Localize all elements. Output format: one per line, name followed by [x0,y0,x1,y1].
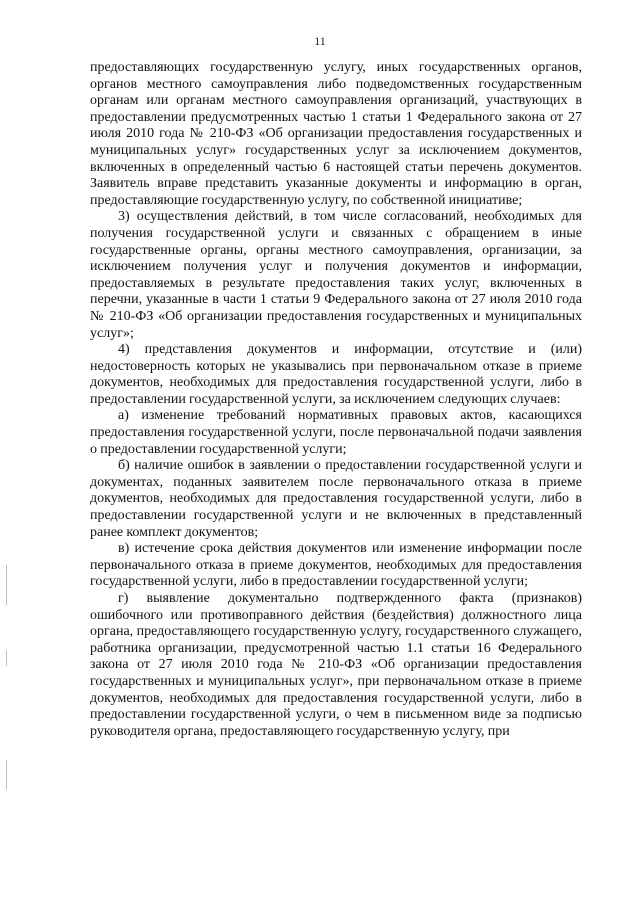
scan-edge-mark [6,760,7,790]
scan-edge-mark [6,565,7,605]
paragraph-subitem-v: в) истечение срока действия документов или изменение информации после первоначального отказа в приеме документов, необходимых для предоставления государственной услуги, либо в предоставлении государственной услуги; [90,541,582,590]
paragraph-subitem-b: б) наличие ошибок в заявлении о предоставлении государственной услуги и документах, поданных заявителем после первоначального отказа в приеме документов, необходимых для предоставления государственной услуги, либо в предоставлении государственной услуги и не включенных в представленный ранее комплект документов; [90,458,582,540]
paragraph-continuation: предоставляющих государственную услугу, иных государственных органов, органов местного самоуправления либо подведомственных государственным органам или органам местного самоуправления организаций, участвующих в предоставлении предусмотренных частью 1 статьи 1 Федерального закона от 27 июля 2010 года № 210-ФЗ «Об организации предоставления государственных и муниципальных услуг» государственных услуг за исключением документов, включенных в определенный частью 6 настоящей статьи перечень документов. Заявитель вправе представить указанные документы и информацию в орган, предоставляющие государственную услугу, по собственной инициативе; [90,60,582,208]
paragraph-item-4: 4) представления документов и информации, отсутствие и (или) недостоверность которых не указывались при первоначальном отказе в приеме документов, необходимых для предоставления государственной услуги, либо в предоставлении государственной услуги, за исключением следующих случаев: [90,342,582,407]
document-text-body [90,60,582,740]
paragraph-item-3: 3) осуществления действий, в том числе согласований, необходимых для получения государственной услуги и связанных с обращением в иные государственные органы, органы местного самоуправления, организации, за исключением получения услуг и получения документов и информации, предоставляемых в результате предоставления таких услуг, включенных в перечни, указанные в части 1 статьи 9 Федерального закона от 27 июля 2010 года № 210-ФЗ «Об организации предоставления государственных и муниципальных услуг»; [90,209,582,341]
scan-edge-mark [6,650,7,666]
paragraph-subitem-g: г) выявление документально подтвержденного факта (признаков) ошибочного или противоправного действия (бездействия) должностного лица органа, предоставляющего государственную услугу, государственного служащего, работника организации, предусмотренной частью 1.1 статьи 16 Федерального закона от 27 июля 2010 года № 210-ФЗ «Об организации предоставления государственных и муниципальных услуг», при первоначальном отказе в приеме документов, необходимых для предоставления государственной услуги, либо в предоставлении государственной услуги, о чем в письменном виде за подписью руководителя органа, предоставляющего государственную услугу, при [90,591,582,739]
page-number: 11 [314,34,326,48]
paragraph-subitem-a: а) изменение требований нормативных правовых актов, касающихся предоставления государственной услуги, после первоначальной подачи заявления о предоставлении государственной услуги; [90,408,582,457]
